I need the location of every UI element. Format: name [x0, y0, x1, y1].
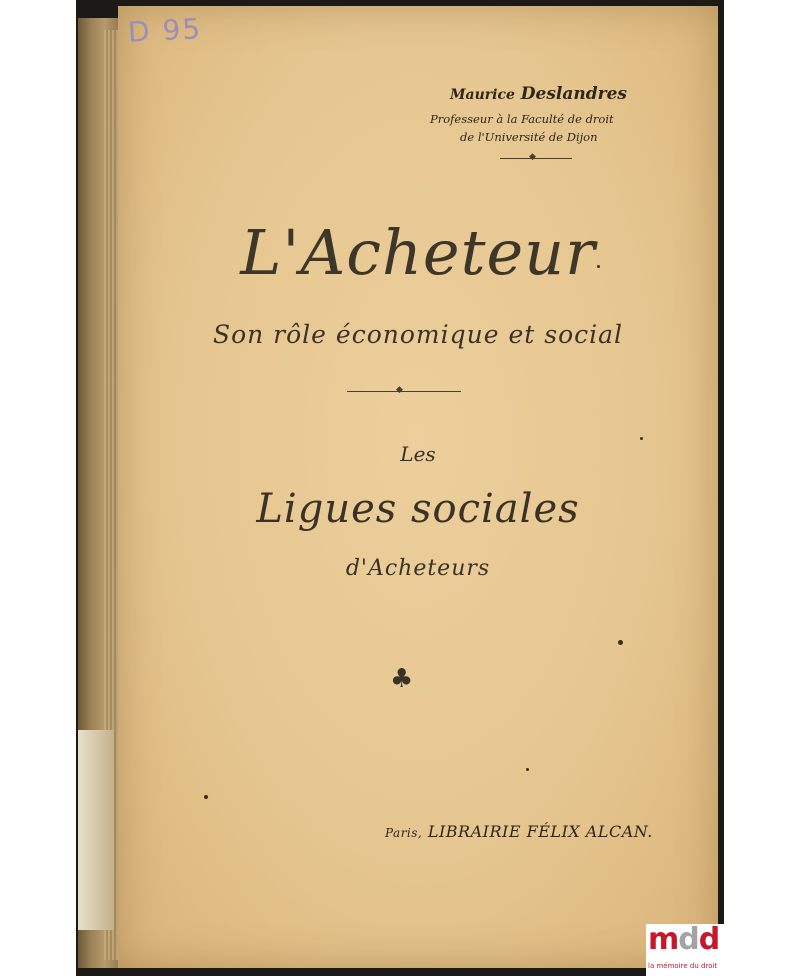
handwritten-shelf-mark: D 95 [127, 12, 203, 49]
book-subtitle: Son rôle économique et social [212, 320, 624, 349]
paper-stain [597, 265, 600, 268]
section-subtitle: d'Acheteurs [345, 556, 491, 581]
watermark-logo [646, 924, 726, 976]
author-first-name: Maurice [450, 87, 515, 103]
ornament-dot-icon: ◆ [396, 385, 403, 395]
ornament-dot-icon: ◆ [529, 152, 536, 162]
logo-tagline: la mémoire du droit [648, 962, 718, 970]
author-affiliation-line2: de l'Université de Dijon [460, 130, 598, 144]
clover-ornament-icon: ♣ [390, 664, 414, 694]
logo-mark: mdd [648, 922, 720, 957]
publisher-name: LIBRAIRIE FÉLIX ALCAN. [427, 822, 653, 841]
paper-stain [204, 795, 208, 799]
ornament-divider-top [500, 158, 572, 159]
ornament-divider-middle [347, 391, 461, 392]
publisher-city: Paris, [385, 826, 423, 840]
section-title: Ligues sociales [256, 486, 580, 532]
publisher-line [385, 822, 653, 841]
torn-spine-paper [78, 730, 114, 930]
paper-stain [640, 437, 643, 440]
paper-stain [618, 640, 623, 645]
section-article: Les [400, 442, 436, 466]
paper-stain [526, 768, 529, 771]
author-name [450, 84, 627, 104]
author-affiliation-line1: Professeur à la Faculté de droit [430, 112, 614, 126]
book-title: L'Acheteur [240, 216, 596, 289]
author-last-name: Deslandres [520, 84, 627, 104]
